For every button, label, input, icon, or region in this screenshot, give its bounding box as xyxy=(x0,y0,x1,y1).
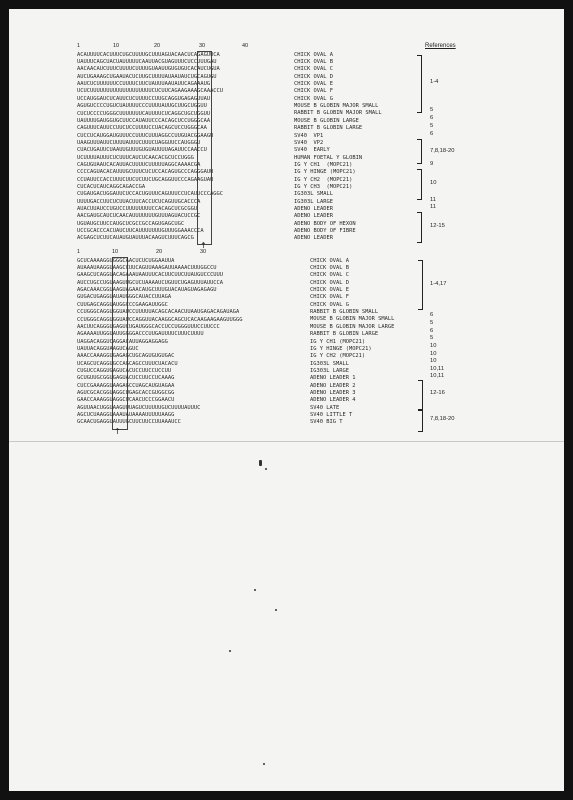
gene-name: MOUSE B GLOBIN LARGE xyxy=(294,117,359,124)
ink-speck xyxy=(265,468,267,470)
sequence-text: CUCCGAAAGGUAAGAGCCUAGCAUGUAGAA xyxy=(77,382,175,389)
sequence-text: AGUCGCACGGUAGGCUGAGCACCGUGGCGG xyxy=(77,390,175,396)
ref-label: 12-15 xyxy=(430,223,445,229)
ref-label: 10 xyxy=(430,351,437,357)
ref-label: 7,8,18-20 xyxy=(430,416,455,422)
page-fold-line xyxy=(9,441,564,442)
references-header: References xyxy=(425,43,456,49)
sequence-text: UCUCUUUUUUUUUUUUUUUUUUUCUCUUCAGAAGAAAGCAAACCU xyxy=(77,88,224,95)
sequence-text: ACGAGCUCUUCAUAUGUAUUUACAAGUCUUUCAGCG xyxy=(77,235,194,242)
ref-label: 1-4,17 xyxy=(430,281,447,287)
gene-name: SV40 VP2 xyxy=(294,139,324,146)
gene-name: IG303L SMALL xyxy=(310,360,349,367)
gene-name: SV40 EARLY xyxy=(294,147,330,154)
ref-label: 5 xyxy=(430,320,434,326)
sequence-text: CCCCAGUACACAUUUGCUUUCUCUCCACAGUGCCCAGGGAUU xyxy=(77,169,214,176)
gene-name: SV40 LITTLE T xyxy=(310,412,353,419)
gene-name: ADENO LEADER xyxy=(294,206,333,213)
sequence-text: CUACUGAUUCUAAUUGUUUGUGUAUUUUAGAUUCCAACCU xyxy=(77,147,207,154)
gene-name: ADENO LEADER 4 xyxy=(310,397,356,404)
gene-name: CHICK OVAL A xyxy=(310,257,349,264)
gene-name: ADENO BODY OF FIBRE xyxy=(294,228,356,235)
sequence-text: UAGGACAGGUCAGGACAUUAGGAGGAGG xyxy=(77,338,168,345)
gene-name: ADENO LEADER 2 xyxy=(310,382,356,389)
sequence-text: GCAACUGAGGUAUUUGCUUCUUCCUUAAAUCC xyxy=(77,419,181,426)
ref-label: 6 xyxy=(430,328,434,334)
ref-label: 10 xyxy=(430,358,437,364)
ref-label: 12-16 xyxy=(430,390,445,396)
ref-bracket xyxy=(417,139,422,164)
up-arrow-icon: ↑ xyxy=(114,427,121,436)
ref-label: 5 xyxy=(430,107,434,113)
sequence-text: UCAGCUCAGGUGCCAGCAGCCUUUCUACACU xyxy=(77,360,178,367)
gene-name: IG Y CH3 (MOPC21) xyxy=(294,183,353,190)
sequence-text: CUCUCCCCUGGGCUUUUUUUCAUUUUCUCAGGCUGCUGGUU xyxy=(77,110,211,117)
sequence-text: GUGACUGAGGUAUAUGGGCAUACCUUAGA xyxy=(77,294,172,301)
ruler-1-40: 40 xyxy=(242,43,249,49)
ref-bracket xyxy=(417,169,422,200)
gene-name: IG303L SMALL xyxy=(294,191,333,198)
gene-name: IG Y CH2 (MOPC21) xyxy=(310,353,366,360)
ref-label: 1-4 xyxy=(430,79,439,85)
gene-name: CHICK OVAL E xyxy=(310,287,349,294)
ruler-2-30: 30 xyxy=(200,249,207,255)
gene-name: CHICK OVAL D xyxy=(294,73,333,80)
gene-name: ADENO LEADER xyxy=(294,235,333,242)
ref-label: 5 xyxy=(430,123,434,129)
gene-name: IG303L LARGE xyxy=(310,367,349,374)
sequence-text: CAGUGUAAUCACAUUACUUUUCUUUUUAGGCAAAACGA xyxy=(77,161,201,168)
ruler-1-30: 30 xyxy=(199,43,206,49)
sequence-text: AUACUUAUCCUGUCCUUUUUUUUCCACAGCUCGCGGU xyxy=(77,206,198,213)
ref-label: 6 xyxy=(430,312,434,318)
sequence-text: ACAUUUUCACUUUCUGCUUUUGCUUUAGUACAACUCAGAGUUCA xyxy=(77,51,220,58)
ref-label: 9 xyxy=(430,161,434,167)
sequence-text: GCUGUUGCGGUGAGUACUCCUUCCUCAAAG xyxy=(77,375,175,382)
sequence-text: CCUGGGCAGGUGGUAUCCUUUUUACAGCACAACUUAAUGAGACAGAUAGA xyxy=(77,309,240,316)
gene-name: IG Y HINGE (MOPC21) xyxy=(310,345,372,352)
gene-name: CHICK OVAL G xyxy=(310,301,349,308)
ref-bracket xyxy=(418,260,423,310)
sequence-text: CUCACUCAUCAGGCAGACCGA xyxy=(77,184,146,190)
ruler-1-20: 20 xyxy=(154,43,161,49)
ref-label: 6 xyxy=(430,115,434,121)
gene-name: ADENO LEADER 3 xyxy=(310,389,356,396)
gene-name: RABBIT B GLOBIN MAJOR SMALL xyxy=(294,110,382,117)
sequence-text: AACUUCAGGGUGAGUCUGAUGGGCACCUCCUGGGUUUCCUUCCC xyxy=(77,323,220,330)
gene-name: CHICK OVAL G xyxy=(294,95,333,102)
gene-name: CHICK OVAL F xyxy=(310,294,349,301)
gene-name: MOUSE B GLOBIN MAJOR SMALL xyxy=(310,316,395,323)
ink-speck xyxy=(229,650,231,652)
gene-name: IG Y CH1 (MOPC21) xyxy=(294,161,353,168)
sequence-text: GCUCAAAAGGUGGGCAACUCUCUGGAAUUA xyxy=(77,257,175,264)
ref-label: 11 xyxy=(430,197,437,203)
gene-name: RABBIT B GLOBIN SMALL xyxy=(310,309,379,316)
sequence-text: AUAAAUAAGGUAAGCCUUCAGUUAAAGAUUAAAACUUUGGCCU xyxy=(77,265,217,272)
up-arrow-icon: ↑ xyxy=(200,241,207,250)
ruler-2-10: 10 xyxy=(112,249,119,255)
gene-name: SV40 VP1 xyxy=(294,132,324,139)
gene-name: MOUSE B GLOBIN MAJOR SMALL xyxy=(294,103,379,110)
gene-name: ADENO BODY OF HEXON xyxy=(294,220,356,227)
gene-name: RABBIT B GLOBIN LARGE xyxy=(310,331,379,338)
ink-speck xyxy=(263,763,265,765)
gene-name: CHICK OVAL D xyxy=(310,279,349,286)
sequence-text: UAUUUCAGCUACUAUUUUUCAAUUACGUAGUUUCUCCUUUGAU xyxy=(77,59,217,66)
gene-name: RABBIT B GLOBIN LARGE xyxy=(294,125,363,132)
sequence-text: AGUUAACUGGUAAGUUUAGUCUUUUUGUCUUUUAUUUC xyxy=(77,404,201,411)
ref-label: 6 xyxy=(430,131,434,137)
sequence-text: CUGAUGACUGGAUUCUCCACUGUUUCAGUUUCCUCAUUCCCAGGC xyxy=(77,191,224,198)
ref-bracket xyxy=(418,410,423,432)
gene-name: CHICK OVAL B xyxy=(310,265,349,272)
ref-label: 10,11 xyxy=(430,373,445,379)
document-page xyxy=(9,9,564,791)
sequence-text: UAAGUUUAUUCUUUUAUUUCUUUCUAGGUUCCAUGGGU xyxy=(77,139,201,146)
sequence-text: AGCUCUAAGGUAAAUAUAAAAUUUUUAAGG xyxy=(77,412,175,419)
ref-bracket xyxy=(417,212,422,243)
ruler-1-10: 10 xyxy=(113,43,120,49)
ruler-2-20: 20 xyxy=(156,249,163,255)
gene-name: CHICK OVAL B xyxy=(294,59,333,66)
sequence-text: CUCCUCAUGGAUGUUUCCUUUCUUUAGGCCUUGUACGGAAGU xyxy=(77,132,214,139)
sequence-text: AGUGUCCCCUGUCUAUUUUCCCUUUUAUUGCUUGCUGGUU xyxy=(77,103,207,110)
gene-name: SV40 BIG T xyxy=(310,419,343,426)
sequence-text: AUCCUGCCUGUAAGUUGCUCUAAAAUCUGUUCUGAGUUUAUUCCA xyxy=(77,279,224,286)
gene-name: ADENO LEADER xyxy=(294,213,333,220)
sequence-text: AACGAUGCAUCUCAACAUUUUUUUGUUUAGUACUCCGC xyxy=(77,213,201,220)
sequence-text: UUUUGACCUUCUCUUACUUCACCUCUCAGUUGCACCCA xyxy=(77,198,201,205)
ref-label: 5 xyxy=(430,335,434,341)
gene-name: ADENO LEADER 1 xyxy=(310,375,356,382)
gene-name: IG Y HINGE (MOPC21) xyxy=(294,169,356,176)
gene-name: CHICK OVAL C xyxy=(310,272,349,279)
sequence-text: UCCAUGGAUCUCAUUCUCUUUUCCUUGCAGGUGAGAGUUAU xyxy=(77,95,211,102)
ink-mark xyxy=(259,460,262,466)
sequence-text: AAACCAAAGGUGAGAGCUGCAGUGUGUGAC xyxy=(77,353,175,360)
sequence-text: UCUUUUAUUUCUCUUUCAUCUCAACACGCUCCUGGG xyxy=(77,154,194,161)
sequence-text: CCUAUUCCACCUUUCUUCUCUUCUGCAGGUUCCCAGAAGUAU xyxy=(77,176,214,183)
ref-label: 10 xyxy=(430,180,437,186)
sequence-text: UAUUACAGGUAAGUCAGUC xyxy=(77,345,139,352)
sequence-row xyxy=(77,419,343,426)
sequence-text: CUUGAGCAGGUAUGGCCCGAAGAUUGGC xyxy=(77,301,168,308)
gene-name: HUMAN FOETAL Y GLOBIN xyxy=(294,154,363,161)
sequence-text: GAAGCUCAGGUACAGAAAUAAUUUCACUUCUUCUUAUGUCCCUUU xyxy=(77,272,224,279)
sequence-row xyxy=(77,235,333,242)
sequence-text: CAGUUUCAUUCCUUCUCCUUUUCCUACAGCUCCUGGGCAA xyxy=(77,125,207,132)
sequence-text: UAUUUUGAUGGUGCUUCCAUAUUCCCACAGCUCCUGGGCAA xyxy=(77,117,211,124)
gene-name: IG Y CH1 (MOPC21) xyxy=(310,338,366,345)
sequence-text: AAUCUCUUUUUUCCUUUUCUUCUAUUUAAUAUUCAGAAAUG xyxy=(77,81,211,88)
ink-speck xyxy=(254,589,256,591)
gene-name: IG Y CH2 (MOPC21) xyxy=(294,176,353,183)
ruler-2-start: 1 xyxy=(77,249,81,255)
gene-name: CHICK OVAL E xyxy=(294,81,333,88)
sequence-text: AGAAAAUUGGUAUUGGGGACCCUUGAUUUUCUUUCUUUU xyxy=(77,331,204,338)
ink-speck xyxy=(275,609,277,611)
sequence-text: UCCGCACCCACUAUCUUCAUUUUUUUGUUUGGAAACCCA xyxy=(77,228,204,235)
ref-bracket xyxy=(418,380,423,410)
sequence-text: AGACAAACGGUAAGUAGAACAUGCUUUGUACAUAGUAGAGAGU xyxy=(77,287,217,294)
gene-name: MOUSE B GLOBIN MAJOR LARGE xyxy=(310,323,395,330)
sequence-text: GAACCAAAGGUAGGCUCAACUCCCGGAACU xyxy=(77,397,175,404)
ref-bracket xyxy=(417,55,422,113)
ref-label: 10 xyxy=(430,343,437,349)
gene-name: CHICK OVAL A xyxy=(294,51,333,58)
gene-name: SV40 LATE xyxy=(310,404,340,411)
ref-label: 11 xyxy=(430,204,437,210)
sequence-text: CCUGGGCAGGUGGUAUCCAGGUUACAAGGCAGCUCACAAGAAGAAGUUGGG xyxy=(77,316,243,323)
sequence-text: UGUAUGCUUCCAUGCUCGCCGCCAGUGAGCUGC xyxy=(77,220,185,227)
ref-label: 7,8,18-20 xyxy=(430,148,455,154)
sequence-text: AACAACAUCUUUCUUUUCUUUUGUAAUUGUGUGUCACAUCUGUA xyxy=(77,66,220,73)
gene-name: IG303L LARGE xyxy=(294,198,333,205)
gene-name: CHICK OVAL F xyxy=(294,88,333,95)
gene-name: CHICK OVAL C xyxy=(294,66,333,73)
sequence-text: CUGUCCAGGUGAGUCACUCCUUCCUCCUU xyxy=(77,367,172,374)
ref-label: 10,11 xyxy=(430,366,445,372)
sequence-text: AUCUGAAAGCUGAAUACUCUUGCUUUUAUAAUAUCUGCAGUGU xyxy=(77,73,217,80)
ruler-1-start: 1 xyxy=(77,43,81,49)
